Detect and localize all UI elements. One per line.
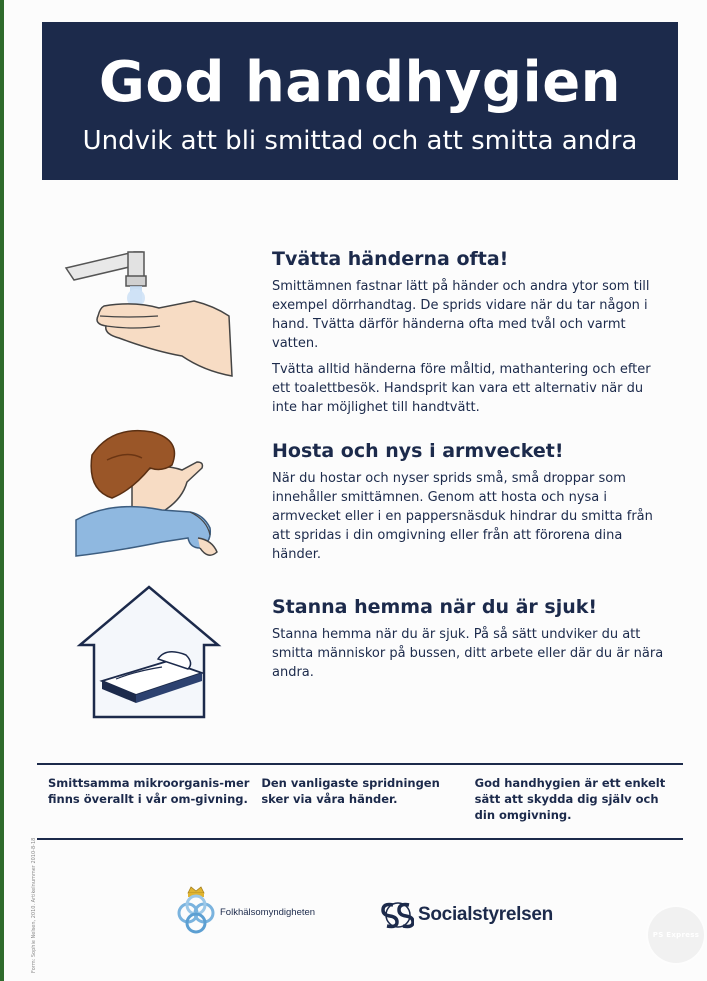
section-wash-hands bbox=[272, 248, 672, 424]
section-paragraph: Smittämnen fastnar lätt på händer och andra ytor som till exempel dörrhandtag. De sprids vidare när du tar någon i hand. Tvätta därför händerna ofta med tvål och varmt vatten. bbox=[272, 279, 650, 351]
section-paragraph: När du hostar och nyser sprids små, små droppar som innehåller smittämnen. Genom att hosta och nysa i armvecket eller i en pappersnäsduk hindrar du smitta från att spridas i din omgivning eller från att förorena dina händer. bbox=[272, 471, 653, 562]
sneeze-into-elbow-illustration bbox=[72, 420, 222, 570]
poster bbox=[4, 0, 707, 981]
section-paragraph: Stanna hemma när du är sjuk. På så sätt undviker du att smitta människor på bussen, ditt arbete eller där du är nära andra. bbox=[272, 627, 664, 680]
faucet-hand-illustration bbox=[64, 246, 234, 386]
section-heading: Stanna hemma när du är sjuk! bbox=[272, 596, 598, 618]
section-heading: Tvätta händerna ofta! bbox=[272, 248, 509, 270]
crown-knot-icon bbox=[174, 883, 218, 941]
socialstyrelsen-logo bbox=[378, 900, 553, 930]
section-cough-elbow bbox=[272, 440, 672, 571]
footnote: Form: Sophie Nelsen, 2010. Artikelnummer 2010-8-18 bbox=[31, 837, 37, 973]
watermark-text: PS Express bbox=[652, 931, 700, 939]
fhm-logo-text: Folkhälsomyndigheten bbox=[220, 906, 316, 918]
facts-row bbox=[48, 775, 688, 823]
section-stay-home bbox=[272, 596, 672, 689]
header-banner bbox=[42, 22, 678, 180]
house-bed-illustration bbox=[76, 583, 222, 723]
fact-item: God handhygien är ett enkelt sätt att skydda dig själv och din omgivning. bbox=[474, 776, 666, 822]
watermark bbox=[646, 905, 706, 965]
ss-monogram-icon bbox=[378, 900, 414, 930]
section-paragraph: Tvätta alltid händerna före måltid, mathantering och efter ett toalettbesök. Handsprit kan vara ett alternativ när du inte har möjlighet till handtvätt. bbox=[272, 362, 651, 415]
ss-logo-text: Socialstyrelsen bbox=[418, 904, 553, 925]
fact-item: Den vanligaste spridningen sker via våra händer. bbox=[261, 776, 440, 806]
fact-item: Smittsamma mikroorganis-mer finns överallt i vår om-givning. bbox=[48, 776, 250, 806]
folkhalsomyndigheten-logo bbox=[174, 883, 315, 941]
section-heading: Hosta och nys i armvecket! bbox=[272, 440, 564, 462]
page-subtitle: Undvik att bli smittad och att smitta andra bbox=[82, 126, 638, 156]
divider-top bbox=[37, 763, 683, 765]
page-title: God handhygien bbox=[98, 50, 622, 115]
divider-bottom bbox=[37, 838, 683, 840]
